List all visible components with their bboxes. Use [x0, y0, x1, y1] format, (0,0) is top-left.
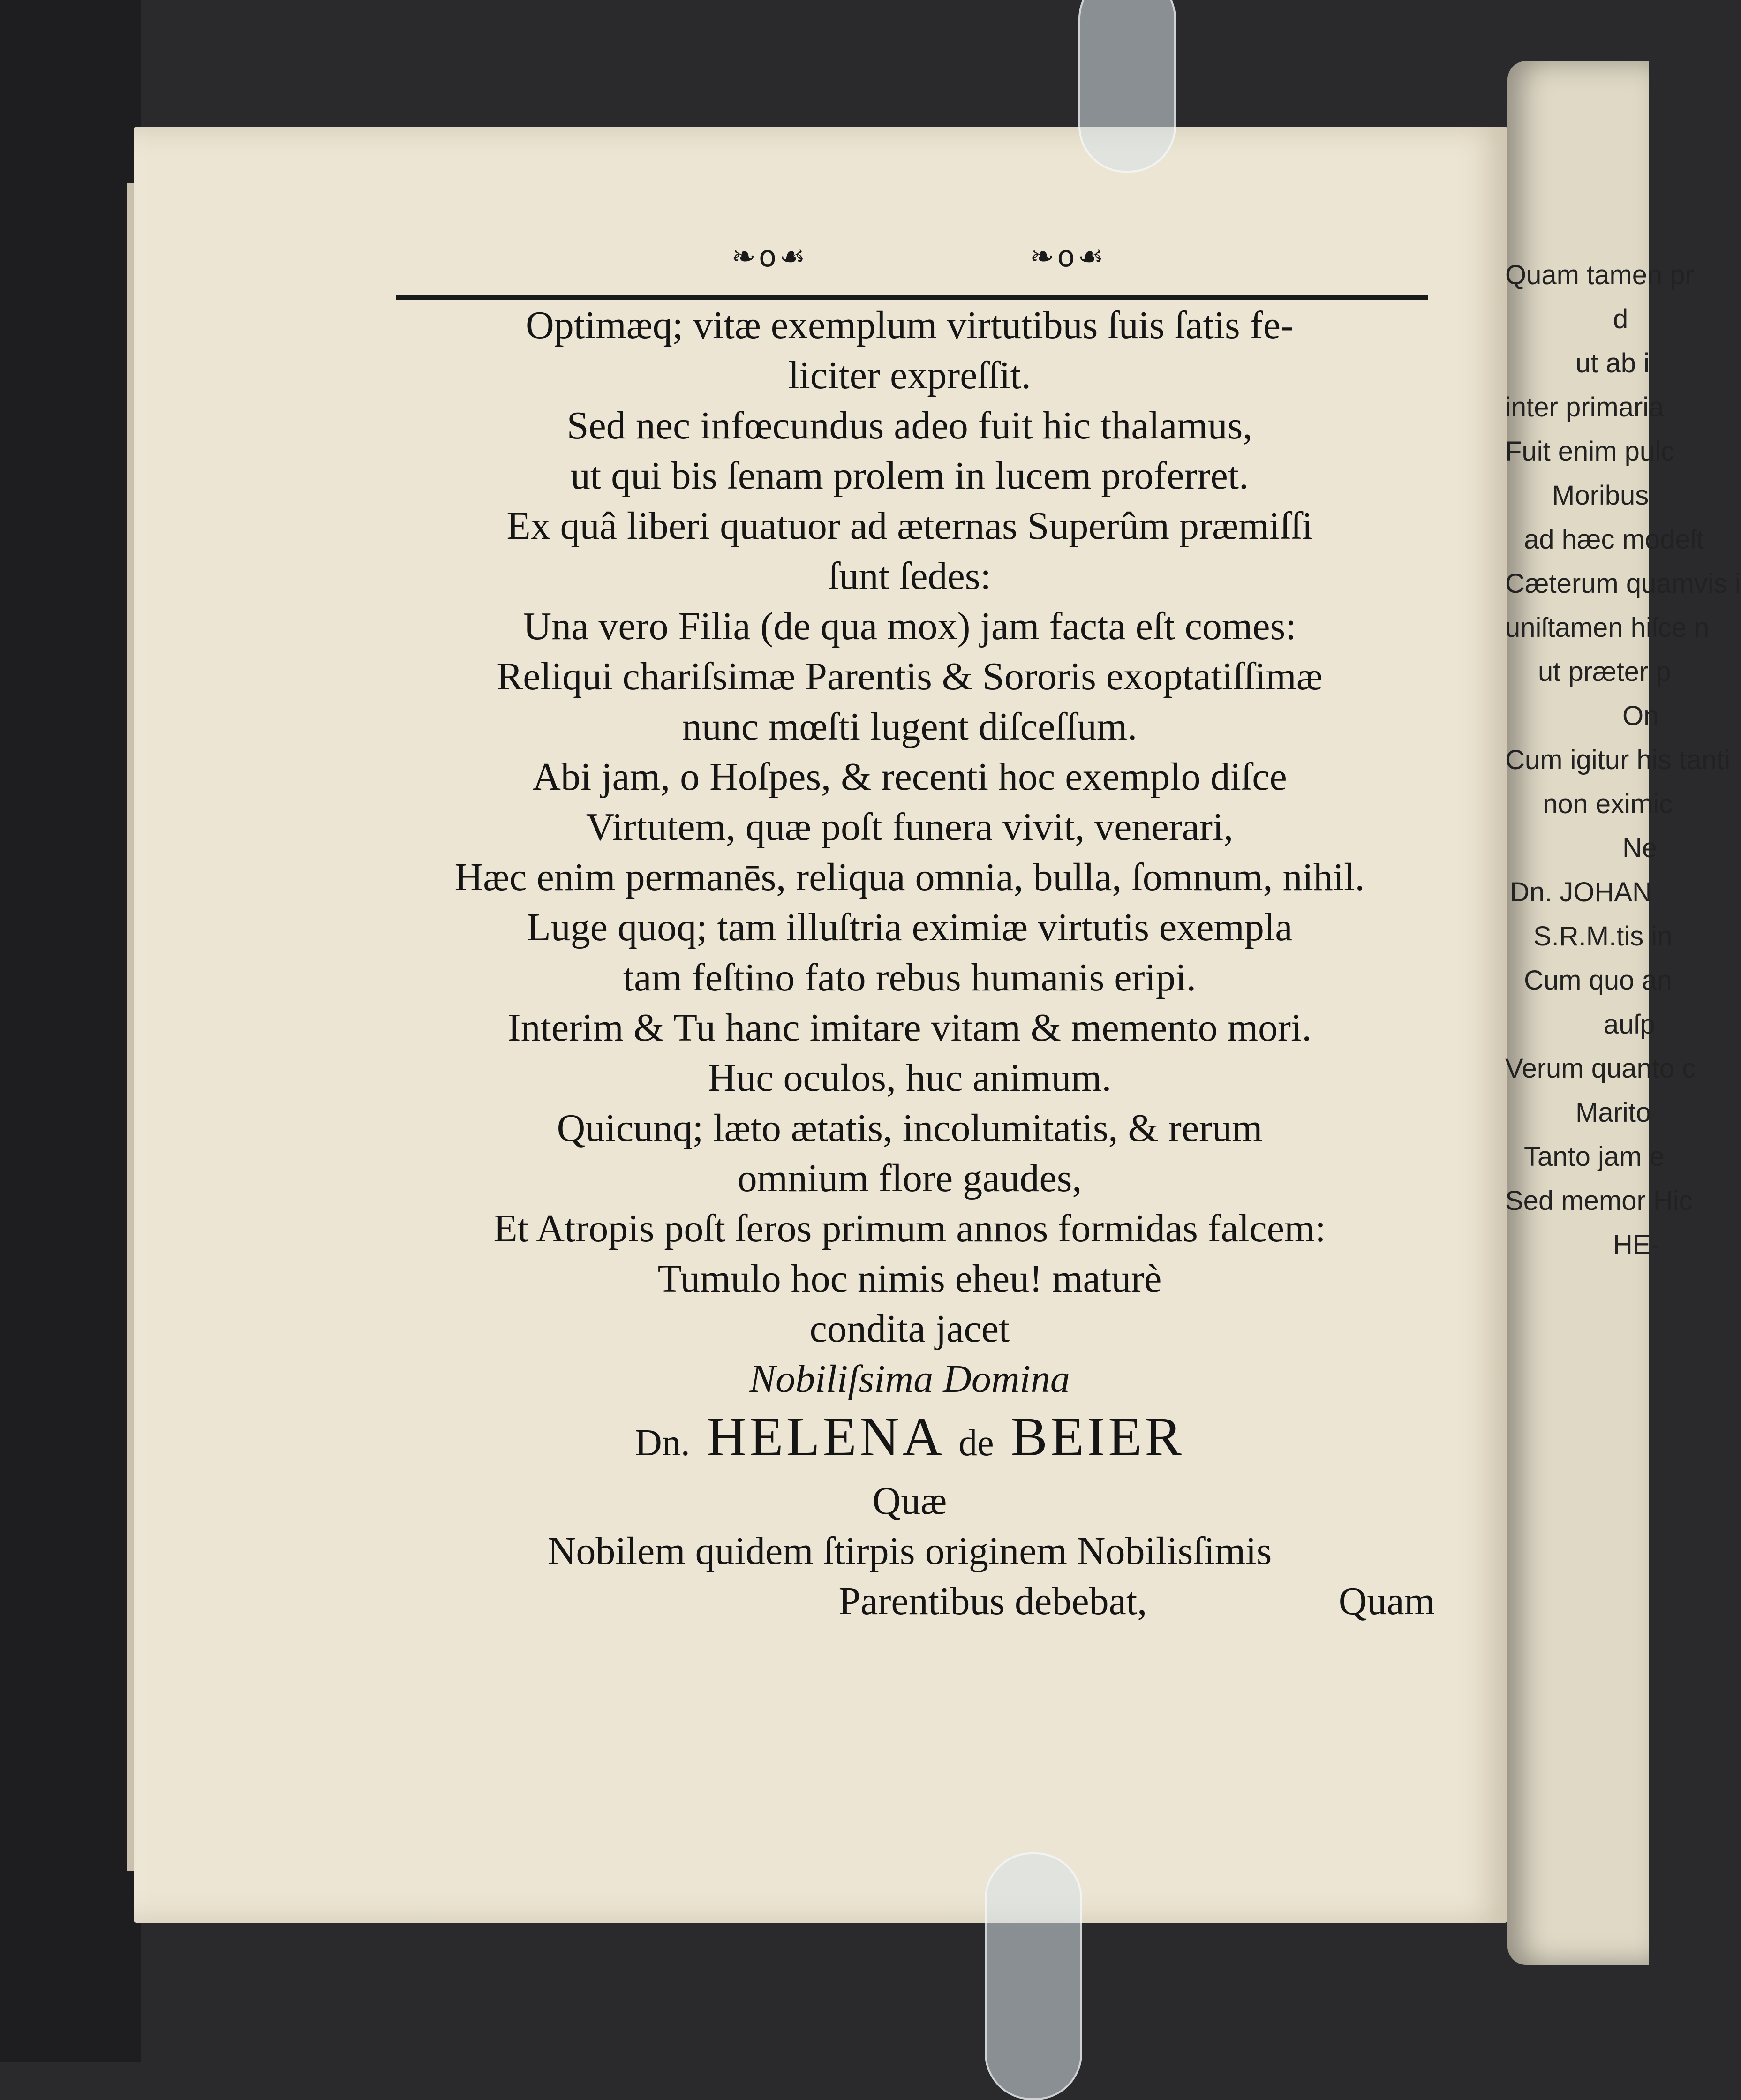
body-line: Quæ	[872, 1479, 947, 1523]
body-line: Reliqui chariſsimæ Parentis & Sororis exoptatiſſimæ	[497, 655, 1323, 698]
body-line: ſunt ſedes:	[828, 554, 991, 598]
body-line: Nobilem quidem ſtirpis originem Nobilisſimis	[547, 1529, 1272, 1573]
deceased-name	[384, 1404, 1435, 1476]
body-line: Abi jam, o Hoſpes, & recenti hoc exemplo diſce	[532, 755, 1287, 799]
body-line: condita jacet	[809, 1307, 1010, 1351]
ornament-right-icon: ❧⁠o⁠☙	[1030, 239, 1107, 273]
facing-line: Moribus	[1552, 480, 1649, 511]
page-clip-top	[1078, 0, 1176, 173]
body-line: Sed nec infœcundus adeo fuit hic thalamus,	[566, 404, 1253, 447]
facing-line: d	[1613, 304, 1628, 334]
catchword: Quam	[1338, 1579, 1435, 1623]
name-given: HELENA	[707, 1406, 942, 1467]
facing-line: inter primaria	[1505, 392, 1664, 423]
body-line: Quicunq; læto ætatis, incolumitatis, & rerum	[557, 1106, 1263, 1150]
facing-line: ut ab i	[1575, 348, 1650, 378]
facing-line: HE-	[1613, 1230, 1660, 1260]
facing-line: Tanto jam e	[1524, 1141, 1665, 1172]
name-particle: de	[958, 1422, 994, 1464]
facing-page-text	[1505, 253, 1741, 1267]
body-line: Una vero Filia (de qua mox) jam facta eſt comes:	[523, 604, 1296, 648]
body-line: Virtutem, quæ poſt funera vivit, venerari,	[586, 805, 1234, 849]
facing-line: ad hæc modeſt	[1524, 524, 1704, 555]
facing-line: Quam tamen pr	[1505, 260, 1694, 290]
facing-line: Verum quanto c	[1505, 1053, 1696, 1084]
title-italic: Nobiliſsima Domina	[749, 1357, 1070, 1401]
header-rule	[396, 295, 1428, 300]
facing-line: Fuit enim pulc	[1505, 436, 1675, 467]
facing-line: On	[1622, 701, 1659, 731]
facing-line: auſp	[1604, 1009, 1655, 1040]
body-line: liciter expreſſit.	[788, 354, 1031, 397]
facing-line: Ne	[1622, 833, 1658, 863]
ornament-left-icon: ❧⁠⁠o⁠⁠☙	[731, 239, 808, 273]
backdrop	[0, 0, 141, 2062]
body-line: Optimæq; vitæ exemplum virtutibus ſuis ſatis fe-	[526, 303, 1294, 347]
facing-line: ut præter p	[1538, 657, 1671, 687]
body-line: Ex quâ liberi quatuor ad æternas Superûm præmiſſi	[506, 504, 1313, 548]
body-line: omnium flore gaudes,	[737, 1156, 1082, 1200]
body-line: tam feſtino fato rebus humanis eripi.	[623, 956, 1197, 999]
epitaph-text	[384, 300, 1435, 1626]
facing-line: Sed memor Hic	[1505, 1186, 1693, 1216]
header-ornament	[731, 239, 1107, 273]
facing-line: Dn. JOHAN	[1510, 877, 1652, 907]
facing-line: Cæterum quamvis i	[1505, 568, 1741, 599]
facing-line: uniſtamen hiſce n	[1505, 612, 1710, 643]
body-line: nunc mœſti lugent diſceſſum.	[682, 705, 1138, 748]
name-prefix: Dn.	[634, 1422, 690, 1464]
body-line: Interim & Tu hanc imitare vitam & memento mori.	[507, 1006, 1312, 1050]
body-line: Huc oculos, huc animum.	[708, 1056, 1112, 1100]
last-row	[384, 1576, 1435, 1626]
facing-line: Marito	[1575, 1097, 1651, 1128]
body-line: ut qui bis ſenam prolem in lucem proferret.	[570, 454, 1249, 498]
body-line: Et Atropis poſt ſeros primum annos formidas falcem:	[493, 1207, 1326, 1250]
body-line: Tumulo hoc nimis eheu! maturè	[657, 1257, 1162, 1300]
name-family: BEIER	[1010, 1406, 1185, 1467]
facing-line: Cum igitur his tanti	[1505, 745, 1731, 775]
body-line: Luge quoq; tam illuſtria eximiæ virtutis exempla	[527, 906, 1293, 949]
facing-line: S.R.M.tis in	[1533, 921, 1673, 952]
page-clip-bottom	[985, 1852, 1082, 2100]
body-line: Hæc enim permanēs, reliqua omnia, bulla, ſomnum, nihil.	[454, 855, 1365, 899]
facing-line: Cum quo an	[1524, 965, 1672, 996]
last-line: Parentibus debebat,	[838, 1579, 1147, 1623]
facing-line: non eximic	[1543, 789, 1673, 819]
